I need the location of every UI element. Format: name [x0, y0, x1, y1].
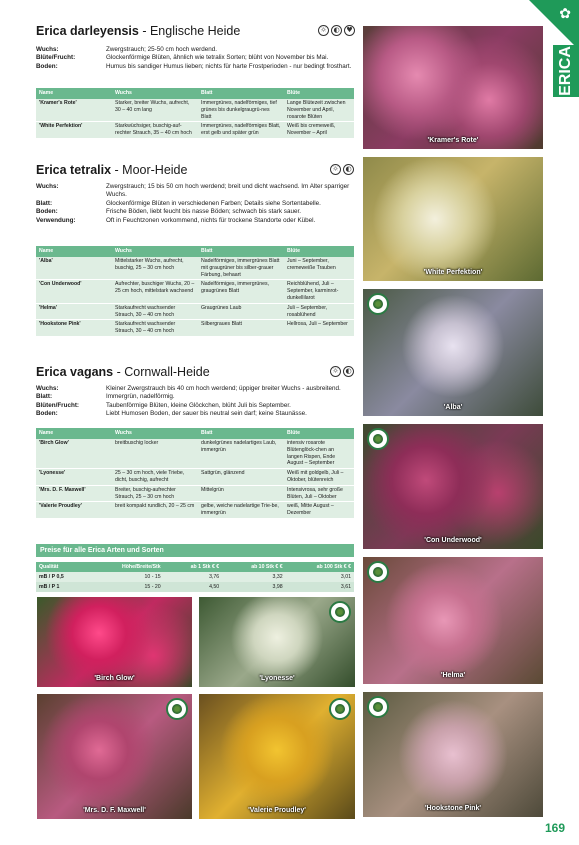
- variety-table: [36, 88, 354, 139]
- info-value: Kleiner Zwergstrauch bis 40 cm hoch werdend; üppiger breiter Wuchs - ausbreitend.: [106, 385, 341, 392]
- table-cell: 'Alba': [36, 257, 112, 280]
- section-title: [36, 24, 240, 38]
- table-cell: 3,32: [222, 572, 285, 582]
- price-heading: Preise für alle Erica Arten und Sorten: [36, 544, 354, 557]
- table-row: [36, 502, 354, 519]
- award-badge-icon: [367, 428, 389, 450]
- info-value: Glockenförmige Blüten in verschiedenen Farben; Details siehe Sortentabelle.: [106, 199, 321, 207]
- table-cell: weiß, Mitte August – Dezember: [284, 502, 354, 519]
- section-info: [36, 46, 354, 71]
- table-cell: 3,98: [222, 582, 285, 592]
- info-label: Boden:: [36, 208, 58, 216]
- table-cell: breit kompakt rundlich, 20 – 25 cm: [112, 502, 198, 519]
- table-cell: Höhe/Breite/Stk: [88, 562, 164, 572]
- photo-helma: [362, 556, 544, 685]
- award-badge-icon: [367, 696, 389, 718]
- table-cell: Wuchs: [112, 428, 198, 439]
- award-badge-icon: [166, 698, 188, 720]
- table-row: [36, 582, 354, 592]
- table-row: [36, 303, 354, 320]
- table-cell: 'Birch Glow': [36, 439, 112, 469]
- section-info: [36, 183, 354, 225]
- text: Erica tetralix: [36, 163, 112, 177]
- table-row: [36, 485, 354, 502]
- table-cell: 3,61: [286, 582, 354, 592]
- table-cell: intensiv rosarote Blütenglöck-chen an langen Rispen, Ende August – September: [284, 439, 354, 469]
- table-cell: Name: [36, 88, 112, 99]
- table-cell: Blatt: [198, 428, 284, 439]
- table-cell: ab 100 Stk € €: [286, 562, 354, 572]
- table-cell: Hellrosa, Juli – September: [284, 320, 354, 337]
- photo-caption: 'Hookstone Pink': [424, 805, 482, 812]
- halfshade-icon: ◐: [343, 164, 354, 175]
- table-cell: gelbe, weiche nadelartige Trie-be, immergrün: [198, 502, 284, 519]
- table-cell: 'Valerie Proudley': [36, 502, 112, 519]
- info-label: Verwendung:: [36, 216, 76, 224]
- photo-caption: 'Birch Glow': [94, 675, 135, 682]
- table-cell: 'Kramer's Rote': [36, 99, 112, 122]
- table-cell: 'Helma': [36, 303, 112, 320]
- photo-caption: 'Alba': [443, 404, 463, 411]
- table-cell: 'Con Underwood': [36, 280, 112, 303]
- table-cell: Immergrünes, nadelförmiges, tief grünes bis dunkelgraugrü-nes Blatt: [198, 99, 284, 122]
- table-cell: mB / P 0,5: [36, 572, 88, 582]
- sun-icon: ☼: [330, 164, 341, 175]
- photo-birch-glow: [36, 596, 193, 688]
- photo-lyonesse: [198, 596, 356, 688]
- photo-caption: 'Con Underwood': [424, 537, 482, 544]
- table-cell: Blatt: [198, 88, 284, 99]
- table-cell: 15 - 20: [88, 582, 164, 592]
- info-value: Immergrün, nadelförmig.: [106, 393, 175, 401]
- table-cell: Mittelgrün: [198, 485, 284, 502]
- halfshade-icon: ◐: [331, 25, 342, 36]
- table-cell: mB / P 1: [36, 582, 88, 592]
- side-tab-label: ERICA: [557, 46, 574, 96]
- award-badge-icon: [367, 293, 389, 315]
- info-label: Wuchs:: [36, 385, 59, 392]
- page-number: 169: [544, 821, 565, 835]
- table-cell: Starkaufrecht wachsender Strauch, 30 – 40 cm hoch: [112, 303, 198, 320]
- info-label: Blüten/Frucht:: [36, 401, 80, 409]
- table-cell: Breiter, buschig-aufrechter Strauch, 25 – 30 cm hoch: [112, 485, 198, 502]
- table-cell: Name: [36, 428, 112, 439]
- photo-alba: [362, 288, 544, 417]
- table-cell: dunkelgrünes nadelartiges Laub, immergrün: [198, 439, 284, 469]
- text: [36, 88, 354, 99]
- table-cell: Sattgrün, glänzend: [198, 469, 284, 486]
- text: [36, 562, 354, 572]
- info-label: Boden:: [36, 62, 58, 70]
- photo-kramers-rote: [362, 25, 544, 150]
- table-cell: Blatt: [198, 246, 284, 257]
- table-cell: Juli – September, rosablühend: [284, 303, 354, 320]
- table-cell: Nadelförmiges, immergrünes, graugrünes Blatt: [198, 280, 284, 303]
- photo-white-perfektion: [362, 156, 544, 282]
- photo-caption: 'Valerie Proudley': [248, 807, 306, 814]
- table-row: [36, 280, 354, 303]
- photo-caption: 'White Perfektion': [423, 269, 483, 276]
- table-cell: Name: [36, 246, 112, 257]
- info-label: Blatt:: [36, 199, 53, 207]
- section-title: [36, 365, 210, 379]
- info-value: Liebt Humosen Boden, der sauer bis neutral sein darf; keine Staunässe.: [106, 410, 307, 418]
- table-cell: 'Lyonesse': [36, 469, 112, 486]
- info-value: Oft in Feuchtzonen vorkommend, nichts für trockene Standorte oder Kübel.: [106, 216, 316, 224]
- table-cell: Aufrechter, buschiger Wuchs, 20 – 25 cm hoch, mittelstark wachsend: [112, 280, 198, 303]
- table-cell: Blüte: [284, 428, 354, 439]
- text: Erica vagans: [36, 365, 114, 379]
- info-value: Frische Böden, liebt feucht bis nasse Böden; schwach bis stark sauer.: [106, 208, 301, 216]
- info-value: Glockenförmige Blüten, ähnlich wie tetralix Sorten; blüht von November bis Mai.: [106, 54, 329, 62]
- photo-caption: 'Lyonesse': [259, 675, 295, 682]
- table-cell: breitbuschig locker: [112, 439, 198, 469]
- text: - Englische Heide: [138, 24, 241, 38]
- info-label: Blüte/Frucht:: [36, 54, 76, 62]
- leaf-icon: ✿: [559, 6, 571, 22]
- award-badge-icon: [367, 561, 389, 583]
- table-row: [36, 257, 354, 280]
- table-cell: Nadelförmiges, immergrünes Blatt mit graugrüner bis silber-grauer Färbung, behaart: [198, 257, 284, 280]
- table-cell: Blüte: [284, 88, 354, 99]
- halfshade-icon: ◐: [343, 366, 354, 377]
- info-value: Taubenförmige Blüten, kleine Glöckchen, blüht Juli bis September.: [106, 401, 291, 409]
- table-row: [36, 122, 354, 139]
- award-badge-icon: [329, 698, 351, 720]
- table-cell: Starkaufrecht wachsender Strauch, 30 – 40 cm hoch: [112, 320, 198, 337]
- text: Erica darleyensis: [36, 24, 139, 38]
- photo-caption: 'Kramer's Rote': [427, 137, 479, 144]
- table-cell: 'Mrs. D. F. Maxwell': [36, 485, 112, 502]
- photo-valerie-proudley: [198, 693, 356, 820]
- price-table: [36, 562, 354, 592]
- photo-hookstone-pink: [362, 691, 544, 818]
- table-cell: Starkwüchsiger, buschig-auf-rechter Strauch, 35 – 40 cm hoch: [112, 122, 198, 139]
- table-row: [36, 99, 354, 122]
- text: - Cornwall-Heide: [113, 365, 210, 379]
- photo-caption: 'Mrs. D. F. Maxwell': [83, 807, 146, 814]
- table-cell: 4,50: [164, 582, 223, 592]
- text: - Moor-Heide: [111, 163, 188, 177]
- text: [36, 428, 354, 439]
- care-icons: [330, 366, 354, 377]
- table-cell: 'Hookstone Pink': [36, 320, 112, 337]
- photo-mrs-d-f-maxwell: [36, 693, 193, 820]
- table-cell: 25 – 30 cm hoch, viele Triebe, dicht, buschig, aufrecht: [112, 469, 198, 486]
- info-label: Blatt:: [36, 393, 53, 401]
- care-icons: [318, 25, 355, 36]
- table-cell: Starker, breiter Wuchs, aufrecht, 30 – 40 cm lang: [112, 99, 198, 122]
- photo-caption: 'Helma': [440, 672, 466, 679]
- info-value: Humus bis sandiger Humus lieben; nichts für harte Frostperioden - nur bedingt frosthart.: [106, 62, 352, 70]
- table-cell: 3,76: [164, 572, 223, 582]
- info-label: Boden:: [36, 410, 58, 418]
- table-row: [36, 320, 354, 337]
- variety-table: [36, 428, 354, 519]
- info-label: Wuchs:: [36, 46, 59, 53]
- side-tab: [553, 45, 579, 97]
- table-cell: Graugrünes Laub: [198, 303, 284, 320]
- info-value: Zwergstrauch; 25-50 cm hoch werdend.: [106, 46, 217, 53]
- table-cell: Reichblühend, Juli – September, karminrot-dunkellilarot: [284, 280, 354, 303]
- care-icons: [330, 164, 354, 175]
- table-cell: Weiß mit goldgelb, Juli – Oktober, blütenreich: [284, 469, 354, 486]
- info-value: Zwergstrauch; 15 bis 50 cm hoch werdend; breit und dicht wachsend. Im Alter sparriger Wuchs.: [106, 183, 350, 199]
- table-cell: 10 - 15: [88, 572, 164, 582]
- table-row: [36, 439, 354, 469]
- table-cell: Qualität: [36, 562, 88, 572]
- table-cell: Immergrünes, nadelförmiges Blatt, erst gelb und später grün: [198, 122, 284, 139]
- table-cell: ab 10 Stk € €: [222, 562, 285, 572]
- info-label: Wuchs:: [36, 183, 59, 190]
- table-cell: Wuchs: [112, 88, 198, 99]
- sun-icon: ☼: [318, 25, 329, 36]
- table-cell: 3,01: [286, 572, 354, 582]
- table-cell: Wuchs: [112, 246, 198, 257]
- table-row: [36, 572, 354, 582]
- table-row: [36, 469, 354, 486]
- section-info: [36, 385, 354, 419]
- table-cell: Weiß bis cremeweiß, November – April: [284, 122, 354, 139]
- text: [36, 246, 354, 257]
- table-cell: Blüte: [284, 246, 354, 257]
- award-badge-icon: [329, 601, 351, 623]
- table-cell: Intensivrosa, sehr große Blüten, Juli – Oktober: [284, 485, 354, 502]
- table-cell: 'White Perfektion': [36, 122, 112, 139]
- photo-con-underwood: [362, 423, 544, 550]
- table-cell: Lange Blütezeit zwischen November und April, rosarote Blüten: [284, 99, 354, 122]
- table-cell: Mittelstarker Wuchs, aufrecht, buschig, 25 – 30 cm hoch: [112, 257, 198, 280]
- variety-table: [36, 246, 354, 337]
- table-cell: ab 1 Stk € €: [164, 562, 223, 572]
- sun-icon: ☼: [330, 366, 341, 377]
- table-cell: Juni – September, cremeweiße Trauben: [284, 257, 354, 280]
- section-title: [36, 163, 187, 177]
- table-cell: Silbergraues Blatt: [198, 320, 284, 337]
- bee-icon: ♥: [344, 25, 355, 36]
